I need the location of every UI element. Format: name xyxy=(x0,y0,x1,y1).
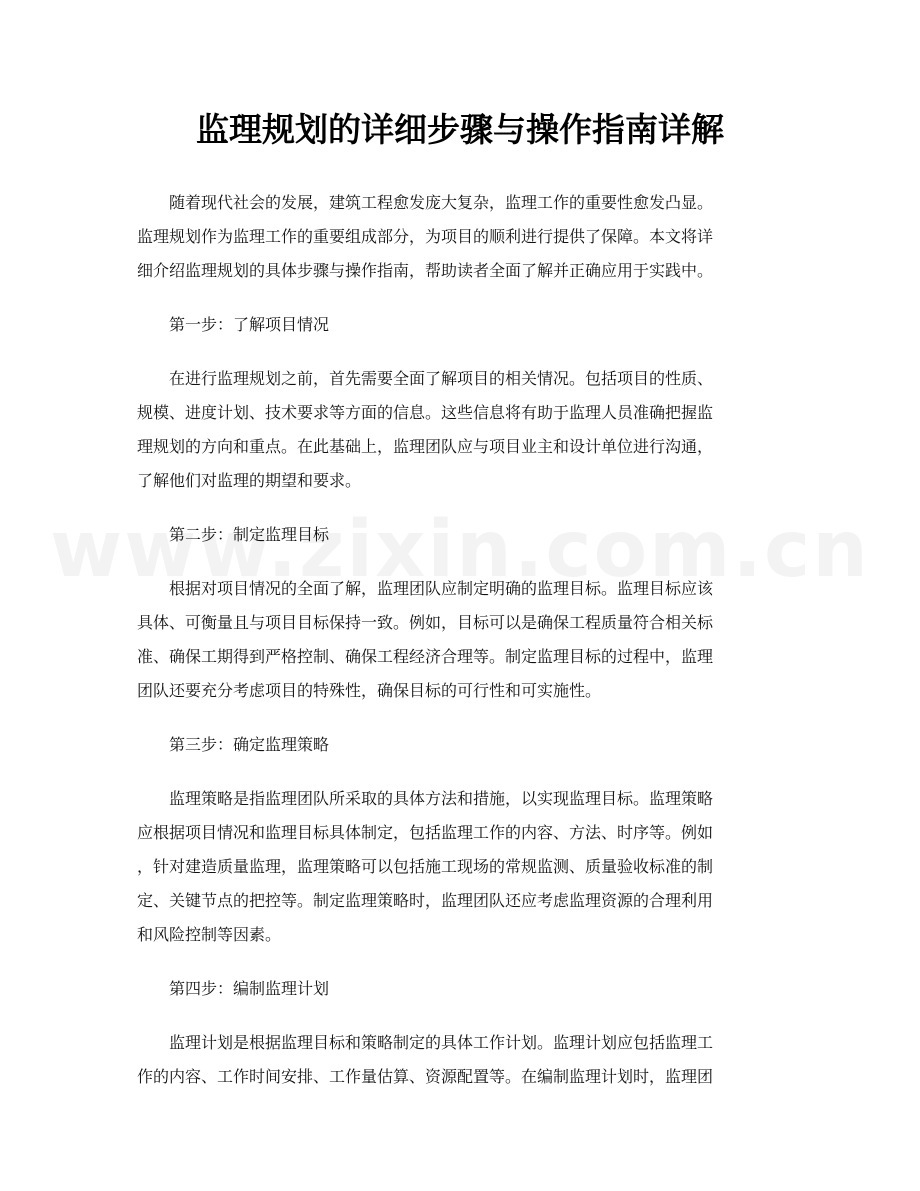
text-line: 细介绍监理规划的具体步骤与操作指南，帮助读者全面了解并正确应用于实践中。 xyxy=(137,261,714,280)
heading-line: 第四步：编制监理计划 xyxy=(169,979,330,998)
text-line: 准、确保工期得到严格控制、确保工程经济合理等。制定监理目标的过程中，监理 xyxy=(137,647,714,666)
section-heading-step-1 xyxy=(137,308,787,342)
text-line: 团队还要充分考虑项目的特殊性，确保目标的可行性和可实施性。 xyxy=(137,681,602,700)
text-line: 在进行监理规划之前，首先需要全面了解项目的相关情况。包括项目的性质、 xyxy=(137,369,714,388)
text-line: 规模、进度计划、技术要求等方面的信息。这些信息将有助于监理人员准确把握监 xyxy=(137,403,714,422)
section-heading-step-4 xyxy=(137,972,787,1006)
section-heading-step-3 xyxy=(137,728,787,762)
text-line: 定、关键节点的把控等。制定监理策略时，监理团队还应考虑监理资源的合理利用 xyxy=(137,891,714,910)
paragraph-intro xyxy=(137,186,787,288)
paragraph-step-4 xyxy=(137,1026,787,1094)
document-title: 监理规划的详细步骤与操作指南详解 xyxy=(196,110,724,149)
text-line: 随着现代社会的发展，建筑工程愈发庞大复杂，监理工作的重要性愈发凸显。 xyxy=(137,193,714,212)
document-body xyxy=(137,186,787,1114)
text-line: 监理计划是根据监理目标和策略制定的具体工作计划。监理计划应包括监理工 xyxy=(137,1033,714,1052)
paragraph-step-2 xyxy=(137,572,787,708)
text-line: 监理策略是指监理团队所采取的具体方法和措施，以实现监理目标。监理策略 xyxy=(137,789,714,808)
text-line: 理规划的方向和重点。在此基础上，监理团队应与项目业主和设计单位进行沟通， xyxy=(137,437,714,456)
text-line: 了解他们对监理的期望和要求。 xyxy=(137,471,362,490)
paragraph-step-1 xyxy=(137,362,787,498)
text-line: ，针对建造质量监理，监理策略可以包括施工现场的常规监测、质量验收标准的制 xyxy=(137,857,714,876)
text-line: 作的内容、工作时间安排、工作量估算、资源配置等。在编制监理计划时，监理团 xyxy=(137,1067,714,1086)
text-line: 根据对项目情况的全面了解，监理团队应制定明确的监理目标。监理目标应该 xyxy=(137,579,714,598)
paragraph-step-3 xyxy=(137,782,787,952)
text-line: 具体、可衡量且与项目目标保持一致。例如，目标可以是确保工程质量符合相关标 xyxy=(137,613,714,632)
heading-line: 第一步：了解项目情况 xyxy=(169,315,330,334)
text-line: 监理规划作为监理工作的重要组成部分，为项目的顺利进行提供了保障。本文将详 xyxy=(137,227,714,246)
text-line: 和风险控制等因素。 xyxy=(137,925,282,944)
section-heading-step-2 xyxy=(137,518,787,552)
text-line: 应根据项目情况和监理目标具体制定，包括监理工作的内容、方法、时序等。例如 xyxy=(137,823,714,842)
heading-line: 第三步：确定监理策略 xyxy=(169,735,330,754)
heading-line: 第二步：制定监理目标 xyxy=(169,525,330,544)
